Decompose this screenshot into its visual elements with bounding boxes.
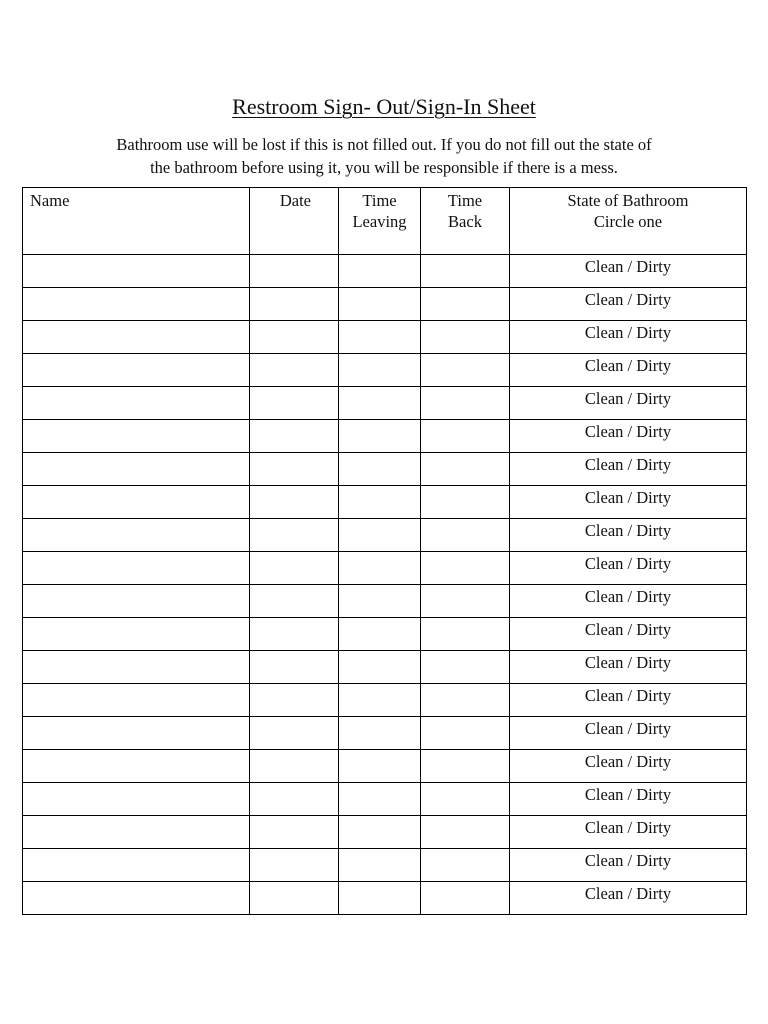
time-back-cell[interactable] <box>421 882 510 915</box>
time-back-cell[interactable] <box>421 486 510 519</box>
name-cell[interactable] <box>23 783 250 816</box>
table-row <box>23 717 747 750</box>
date-cell[interactable] <box>250 651 339 684</box>
instructions-text <box>60 133 708 179</box>
state-cell[interactable]: Clean / Dirty <box>510 882 747 915</box>
table-row <box>23 816 747 849</box>
header-time-back: Time Back <box>421 188 510 255</box>
time-back-cell[interactable] <box>421 783 510 816</box>
state-cell[interactable]: Clean / Dirty <box>510 387 747 420</box>
state-cell[interactable]: Clean / Dirty <box>510 783 747 816</box>
name-cell[interactable] <box>23 387 250 420</box>
table-header-row <box>23 188 747 255</box>
name-cell[interactable] <box>23 420 250 453</box>
date-cell[interactable] <box>250 453 339 486</box>
name-cell[interactable] <box>23 552 250 585</box>
time-leaving-cell[interactable] <box>339 849 421 882</box>
header-date: Date <box>250 188 339 255</box>
table-row <box>23 750 747 783</box>
date-cell[interactable] <box>250 783 339 816</box>
table-row <box>23 552 747 585</box>
name-cell[interactable] <box>23 717 250 750</box>
state-cell[interactable]: Clean / Dirty <box>510 321 747 354</box>
time-leaving-cell[interactable] <box>339 684 421 717</box>
time-back-cell[interactable] <box>421 255 510 288</box>
time-leaving-cell[interactable] <box>339 255 421 288</box>
name-cell[interactable] <box>23 684 250 717</box>
time-leaving-cell[interactable] <box>339 750 421 783</box>
instructions-line: Bathroom use will be lost if this is not filled out. If you do not fill out the state of <box>116 135 652 154</box>
time-leaving-cell[interactable] <box>339 585 421 618</box>
name-cell[interactable] <box>23 618 250 651</box>
table-row <box>23 420 747 453</box>
time-back-cell[interactable] <box>421 618 510 651</box>
table-row <box>23 354 747 387</box>
date-cell[interactable] <box>250 255 339 288</box>
time-back-cell[interactable] <box>421 585 510 618</box>
date-cell[interactable] <box>250 882 339 915</box>
table-row <box>23 618 747 651</box>
table-row <box>23 684 747 717</box>
date-cell[interactable] <box>250 717 339 750</box>
time-back-cell[interactable] <box>421 321 510 354</box>
date-cell[interactable] <box>250 618 339 651</box>
table-row <box>23 882 747 915</box>
header-time-leaving: Time Leaving <box>339 188 421 255</box>
time-back-cell[interactable] <box>421 717 510 750</box>
time-back-cell[interactable] <box>421 354 510 387</box>
state-cell[interactable]: Clean / Dirty <box>510 618 747 651</box>
time-back-cell[interactable] <box>421 288 510 321</box>
name-cell[interactable] <box>23 519 250 552</box>
time-back-cell[interactable] <box>421 420 510 453</box>
state-cell[interactable]: Clean / Dirty <box>510 651 747 684</box>
state-cell[interactable]: Clean / Dirty <box>510 585 747 618</box>
state-cell[interactable]: Clean / Dirty <box>510 684 747 717</box>
time-leaving-cell[interactable] <box>339 453 421 486</box>
time-leaving-cell[interactable] <box>339 354 421 387</box>
name-cell[interactable] <box>23 486 250 519</box>
state-cell[interactable]: Clean / Dirty <box>510 849 747 882</box>
table-row <box>23 387 747 420</box>
time-back-cell[interactable] <box>421 750 510 783</box>
state-cell[interactable]: Clean / Dirty <box>510 453 747 486</box>
table-row <box>23 519 747 552</box>
table-row <box>23 783 747 816</box>
state-cell[interactable]: Clean / Dirty <box>510 354 747 387</box>
state-cell[interactable]: Clean / Dirty <box>510 486 747 519</box>
name-cell[interactable] <box>23 585 250 618</box>
time-back-cell[interactable] <box>421 453 510 486</box>
state-cell[interactable]: Clean / Dirty <box>510 816 747 849</box>
table-row <box>23 321 747 354</box>
sign-out-table <box>22 187 747 915</box>
name-cell[interactable] <box>23 651 250 684</box>
time-back-cell[interactable] <box>421 849 510 882</box>
name-cell[interactable] <box>23 849 250 882</box>
date-cell[interactable] <box>250 354 339 387</box>
state-cell[interactable]: Clean / Dirty <box>510 420 747 453</box>
instructions-line: the bathroom before using it, you will be responsible if there is a mess. <box>150 158 618 177</box>
header-state-of-bathroom: State of Bathroom Circle one <box>510 188 747 255</box>
table-row <box>23 849 747 882</box>
name-cell[interactable] <box>23 354 250 387</box>
time-leaving-cell[interactable] <box>339 783 421 816</box>
time-back-cell[interactable] <box>421 519 510 552</box>
name-cell[interactable] <box>23 288 250 321</box>
date-cell[interactable] <box>250 816 339 849</box>
state-cell[interactable]: Clean / Dirty <box>510 288 747 321</box>
time-leaving-cell[interactable] <box>339 288 421 321</box>
time-leaving-cell[interactable] <box>339 882 421 915</box>
time-leaving-cell[interactable] <box>339 387 421 420</box>
name-cell[interactable] <box>23 816 250 849</box>
name-cell[interactable] <box>23 255 250 288</box>
state-cell[interactable]: Clean / Dirty <box>510 717 747 750</box>
date-cell[interactable] <box>250 684 339 717</box>
date-cell[interactable] <box>250 585 339 618</box>
time-back-cell[interactable] <box>421 651 510 684</box>
table-row <box>23 585 747 618</box>
time-leaving-cell[interactable] <box>339 816 421 849</box>
date-cell[interactable] <box>250 552 339 585</box>
time-leaving-cell[interactable] <box>339 486 421 519</box>
header-name: Name <box>23 188 250 255</box>
state-cell[interactable]: Clean / Dirty <box>510 552 747 585</box>
name-cell[interactable] <box>23 453 250 486</box>
time-back-cell[interactable] <box>421 552 510 585</box>
time-back-cell[interactable] <box>421 816 510 849</box>
date-cell[interactable] <box>250 420 339 453</box>
table-row <box>23 288 747 321</box>
date-cell[interactable] <box>250 750 339 783</box>
page-title: Restroom Sign- Out/Sign-In Sheet <box>232 94 536 119</box>
state-cell[interactable]: Clean / Dirty <box>510 519 747 552</box>
time-leaving-cell[interactable] <box>339 420 421 453</box>
time-leaving-cell[interactable] <box>339 519 421 552</box>
name-cell[interactable] <box>23 882 250 915</box>
date-cell[interactable] <box>250 849 339 882</box>
date-cell[interactable] <box>250 288 339 321</box>
time-leaving-cell[interactable] <box>339 717 421 750</box>
table-row <box>23 651 747 684</box>
time-back-cell[interactable] <box>421 387 510 420</box>
date-cell[interactable] <box>250 321 339 354</box>
date-cell[interactable] <box>250 387 339 420</box>
time-leaving-cell[interactable] <box>339 618 421 651</box>
state-cell[interactable]: Clean / Dirty <box>510 750 747 783</box>
time-back-cell[interactable] <box>421 684 510 717</box>
time-leaving-cell[interactable] <box>339 552 421 585</box>
name-cell[interactable] <box>23 321 250 354</box>
table-row <box>23 453 747 486</box>
time-leaving-cell[interactable] <box>339 651 421 684</box>
state-cell[interactable]: Clean / Dirty <box>510 255 747 288</box>
name-cell[interactable] <box>23 750 250 783</box>
table-row <box>23 486 747 519</box>
date-cell[interactable] <box>250 519 339 552</box>
time-leaving-cell[interactable] <box>339 321 421 354</box>
date-cell[interactable] <box>250 486 339 519</box>
table-row <box>23 255 747 288</box>
